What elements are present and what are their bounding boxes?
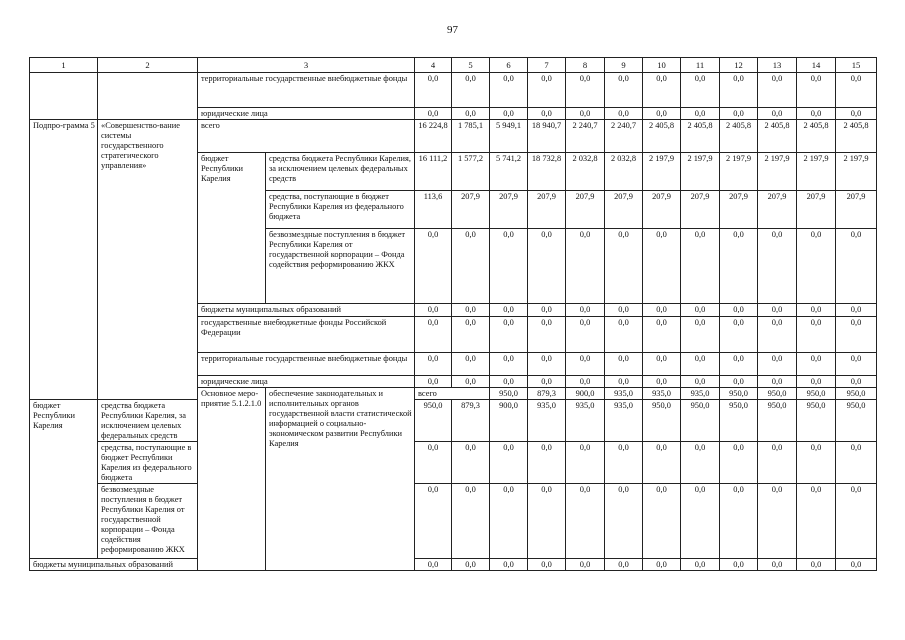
value-cell: 2 197,9 <box>758 153 797 191</box>
value-cell: 0,0 <box>643 317 681 353</box>
value-cell: 0,0 <box>490 229 528 304</box>
value-cell: 0,0 <box>681 353 720 376</box>
value-cell: 16 111,2 <box>415 153 452 191</box>
value-cell: 113,6 <box>415 191 452 229</box>
value-cell: 0,0 <box>681 559 720 571</box>
value-cell: 950,0 <box>720 400 758 442</box>
value-cell: 0,0 <box>720 73 758 108</box>
value-cell: 0,0 <box>490 484 528 559</box>
value-cell: 0,0 <box>490 442 528 484</box>
table-row <box>30 73 877 108</box>
value-cell: 0,0 <box>643 108 681 120</box>
value-cell: 207,9 <box>490 191 528 229</box>
value-cell: 0,0 <box>643 73 681 108</box>
value-cell: 0,0 <box>415 559 452 571</box>
value-cell: 2 405,8 <box>758 120 797 153</box>
value-cell: 0,0 <box>528 484 566 559</box>
value-cell: 935,0 <box>681 388 720 400</box>
value-cell: 0,0 <box>758 442 797 484</box>
value-cell: 0,0 <box>836 376 877 388</box>
value-cell: 0,0 <box>681 108 720 120</box>
header-cell: 1 <box>30 58 98 73</box>
value-cell: 2 405,8 <box>836 120 877 153</box>
financing-table <box>29 57 877 571</box>
value-cell: 950,0 <box>758 400 797 442</box>
value-cell: 2 197,9 <box>720 153 758 191</box>
value-cell: 0,0 <box>528 317 566 353</box>
value-cell: 0,0 <box>490 376 528 388</box>
header-cell: 10 <box>643 58 681 73</box>
value-cell: 0,0 <box>452 484 490 559</box>
value-cell: 900,0 <box>566 388 605 400</box>
value-cell: 0,0 <box>797 442 836 484</box>
empty-cell <box>98 73 198 120</box>
page-number: 97 <box>447 24 458 36</box>
row-label: всего <box>415 388 490 400</box>
value-cell: 5 949,1 <box>490 120 528 153</box>
row-label: территориальные государственные внебюджетные фонды <box>198 353 415 376</box>
value-cell: 935,0 <box>605 388 643 400</box>
value-cell: 0,0 <box>681 376 720 388</box>
value-cell: 0,0 <box>720 108 758 120</box>
value-cell: 0,0 <box>605 73 643 108</box>
value-cell: 0,0 <box>681 484 720 559</box>
value-cell: 0,0 <box>452 376 490 388</box>
value-cell: 0,0 <box>452 229 490 304</box>
value-cell: 0,0 <box>415 108 452 120</box>
value-cell: 950,0 <box>758 388 797 400</box>
value-cell: 879,3 <box>452 400 490 442</box>
value-cell: 207,9 <box>528 191 566 229</box>
value-cell: 0,0 <box>836 353 877 376</box>
value-cell: 0,0 <box>758 376 797 388</box>
value-cell: 0,0 <box>452 317 490 353</box>
value-cell: 0,0 <box>452 304 490 317</box>
value-cell: 0,0 <box>566 484 605 559</box>
value-cell: 0,0 <box>643 376 681 388</box>
value-cell: 0,0 <box>452 559 490 571</box>
value-cell: 0,0 <box>528 442 566 484</box>
value-cell: 2 032,8 <box>605 153 643 191</box>
header-cell: 15 <box>836 58 877 73</box>
value-cell: 0,0 <box>720 559 758 571</box>
value-cell: 0,0 <box>605 317 643 353</box>
row-label: средства бюджета Республики Карелия, за исключением целевых федеральных средств <box>266 153 415 191</box>
value-cell: 207,9 <box>681 191 720 229</box>
value-cell: 0,0 <box>720 484 758 559</box>
value-cell: 2 032,8 <box>566 153 605 191</box>
header-row <box>30 58 877 73</box>
row-label: средства, поступающие в бюджет Республики Карелия из федерального бюджета <box>98 442 198 484</box>
activity-code: Основное меро-приятие 5.1.2.1.0 <box>198 388 266 571</box>
value-cell: 0,0 <box>836 108 877 120</box>
header-cell: 8 <box>566 58 605 73</box>
value-cell: 0,0 <box>797 317 836 353</box>
value-cell: 0,0 <box>797 108 836 120</box>
program-name: «Совершенство-вание системы государственного стратегического управления» <box>98 120 198 400</box>
empty-cell <box>30 73 98 120</box>
value-cell: 0,0 <box>797 376 836 388</box>
value-cell: 2 197,9 <box>681 153 720 191</box>
value-cell: 0,0 <box>415 353 452 376</box>
header-cell: 3 <box>198 58 415 73</box>
value-cell: 0,0 <box>720 353 758 376</box>
value-cell: 0,0 <box>797 229 836 304</box>
table-row <box>30 400 877 442</box>
value-cell: 0,0 <box>797 559 836 571</box>
row-label: территориальные государственные внебюджетные фонды <box>198 73 415 108</box>
value-cell: 900,0 <box>490 400 528 442</box>
value-cell: 0,0 <box>566 229 605 304</box>
row-label: безвозмездные поступления в бюджет Республики Карелия от государственной корпорации – Фонда содействия реформированию ЖКХ <box>266 229 415 304</box>
value-cell: 879,3 <box>528 388 566 400</box>
value-cell: 0,0 <box>758 73 797 108</box>
value-cell: 2 240,7 <box>566 120 605 153</box>
value-cell: 0,0 <box>836 304 877 317</box>
value-cell: 950,0 <box>797 400 836 442</box>
value-cell: 0,0 <box>566 73 605 108</box>
value-cell: 0,0 <box>758 229 797 304</box>
value-cell: 0,0 <box>836 484 877 559</box>
header-cell: 12 <box>720 58 758 73</box>
value-cell: 0,0 <box>490 353 528 376</box>
table-row <box>30 484 877 559</box>
header-cell: 5 <box>452 58 490 73</box>
value-cell: 0,0 <box>528 108 566 120</box>
header-cell: 14 <box>797 58 836 73</box>
value-cell: 0,0 <box>758 304 797 317</box>
row-label: безвозмездные поступления в бюджет Республики Карелия от государственной корпорации – Фонда содействия реформированию ЖКХ <box>98 484 198 559</box>
value-cell: 0,0 <box>758 484 797 559</box>
header-cell: 11 <box>681 58 720 73</box>
value-cell: 2 405,8 <box>681 120 720 153</box>
header-cell: 2 <box>98 58 198 73</box>
value-cell: 935,0 <box>528 400 566 442</box>
value-cell: 0,0 <box>758 317 797 353</box>
value-cell: 0,0 <box>681 317 720 353</box>
value-cell: 0,0 <box>566 376 605 388</box>
row-label: юридические лица <box>198 376 415 388</box>
value-cell: 950,0 <box>836 400 877 442</box>
value-cell: 0,0 <box>415 304 452 317</box>
value-cell: 0,0 <box>415 442 452 484</box>
value-cell: 0,0 <box>605 559 643 571</box>
value-cell: 0,0 <box>415 73 452 108</box>
value-cell: 950,0 <box>836 388 877 400</box>
value-cell: 1 785,1 <box>452 120 490 153</box>
value-cell: 950,0 <box>490 388 528 400</box>
value-cell: 2 197,9 <box>836 153 877 191</box>
value-cell: 0,0 <box>643 442 681 484</box>
value-cell: 0,0 <box>415 376 452 388</box>
value-cell: 0,0 <box>605 304 643 317</box>
row-label: юридические лица <box>198 108 415 120</box>
row-label: всего <box>198 120 415 153</box>
header-cell: 4 <box>415 58 452 73</box>
value-cell: 0,0 <box>528 353 566 376</box>
row-label: средства, поступающие в бюджет Республики Карелия из федерального бюджета <box>266 191 415 229</box>
value-cell: 18 940,7 <box>528 120 566 153</box>
row-label: государственные внебюджетные фонды Российской Федерации <box>198 317 415 353</box>
value-cell: 0,0 <box>643 353 681 376</box>
value-cell: 0,0 <box>643 559 681 571</box>
program-code: Подпро-грамма 5 <box>30 120 98 400</box>
value-cell: 0,0 <box>452 353 490 376</box>
value-cell: 2 197,9 <box>643 153 681 191</box>
value-cell: 0,0 <box>566 304 605 317</box>
value-cell: 0,0 <box>490 108 528 120</box>
value-cell: 0,0 <box>720 304 758 317</box>
value-cell: 2 197,9 <box>797 153 836 191</box>
value-cell: 935,0 <box>643 388 681 400</box>
value-cell: 2 240,7 <box>605 120 643 153</box>
value-cell: 0,0 <box>605 376 643 388</box>
value-cell: 0,0 <box>605 108 643 120</box>
value-cell: 1 577,2 <box>452 153 490 191</box>
value-cell: 16 224,8 <box>415 120 452 153</box>
value-cell: 935,0 <box>605 400 643 442</box>
value-cell: 0,0 <box>415 317 452 353</box>
table-row <box>30 559 877 571</box>
value-cell: 0,0 <box>758 108 797 120</box>
value-cell: 0,0 <box>643 484 681 559</box>
value-cell: 0,0 <box>643 304 681 317</box>
value-cell: 0,0 <box>528 73 566 108</box>
value-cell: 207,9 <box>643 191 681 229</box>
value-cell: 0,0 <box>415 484 452 559</box>
value-cell: 207,9 <box>720 191 758 229</box>
value-cell: 0,0 <box>836 317 877 353</box>
header-cell: 9 <box>605 58 643 73</box>
value-cell: 950,0 <box>681 400 720 442</box>
value-cell: 18 732,8 <box>528 153 566 191</box>
value-cell: 207,9 <box>758 191 797 229</box>
value-cell: 207,9 <box>836 191 877 229</box>
value-cell: 0,0 <box>797 304 836 317</box>
value-cell: 950,0 <box>643 400 681 442</box>
value-cell: 0,0 <box>605 484 643 559</box>
value-cell: 0,0 <box>797 353 836 376</box>
value-cell: 0,0 <box>758 353 797 376</box>
value-cell: 0,0 <box>797 73 836 108</box>
row-label: бюджеты муниципальных образований <box>30 559 198 571</box>
value-cell: 0,0 <box>566 442 605 484</box>
value-cell: 0,0 <box>528 304 566 317</box>
value-cell: 0,0 <box>528 376 566 388</box>
value-cell: 0,0 <box>452 73 490 108</box>
value-cell: 2 405,8 <box>643 120 681 153</box>
value-cell: 0,0 <box>720 317 758 353</box>
activity-name: обеспечение законодательных и исполнительных органов государственной власти статистической информацией о социально-экономическом развитии Республики Карелия <box>266 388 415 571</box>
value-cell: 0,0 <box>452 108 490 120</box>
value-cell: 0,0 <box>566 353 605 376</box>
value-cell: 0,0 <box>490 317 528 353</box>
value-cell: 0,0 <box>490 73 528 108</box>
value-cell: 0,0 <box>566 559 605 571</box>
value-cell: 5 741,2 <box>490 153 528 191</box>
row-label: бюджеты муниципальных образований <box>198 304 415 317</box>
value-cell: 0,0 <box>681 73 720 108</box>
value-cell: 2 405,8 <box>797 120 836 153</box>
value-cell: 0,0 <box>643 229 681 304</box>
value-cell: 0,0 <box>490 559 528 571</box>
value-cell: 0,0 <box>681 304 720 317</box>
value-cell: 0,0 <box>797 484 836 559</box>
value-cell: 0,0 <box>490 304 528 317</box>
row-label: средства бюджета Республики Карелия, за исключением целевых федеральных средств <box>98 400 198 442</box>
header-cell: 13 <box>758 58 797 73</box>
value-cell: 0,0 <box>566 108 605 120</box>
header-cell: 7 <box>528 58 566 73</box>
header-cell: 6 <box>490 58 528 73</box>
value-cell: 0,0 <box>681 229 720 304</box>
budget-label: бюджет Республики Карелия <box>198 153 266 304</box>
value-cell: 0,0 <box>720 376 758 388</box>
value-cell: 2 405,8 <box>720 120 758 153</box>
value-cell: 950,0 <box>720 388 758 400</box>
value-cell: 0,0 <box>836 229 877 304</box>
value-cell: 0,0 <box>605 442 643 484</box>
value-cell: 0,0 <box>605 353 643 376</box>
value-cell: 935,0 <box>566 400 605 442</box>
value-cell: 0,0 <box>836 73 877 108</box>
value-cell: 950,0 <box>415 400 452 442</box>
value-cell: 0,0 <box>566 317 605 353</box>
value-cell: 0,0 <box>720 442 758 484</box>
table-row <box>30 120 877 153</box>
value-cell: 207,9 <box>452 191 490 229</box>
value-cell: 0,0 <box>758 559 797 571</box>
value-cell: 0,0 <box>528 559 566 571</box>
value-cell: 0,0 <box>720 229 758 304</box>
budget-label: бюджет Республики Карелия <box>30 400 98 559</box>
value-cell: 0,0 <box>452 442 490 484</box>
value-cell: 950,0 <box>797 388 836 400</box>
value-cell: 0,0 <box>836 559 877 571</box>
value-cell: 207,9 <box>605 191 643 229</box>
value-cell: 207,9 <box>797 191 836 229</box>
value-cell: 207,9 <box>566 191 605 229</box>
value-cell: 0,0 <box>415 229 452 304</box>
value-cell: 0,0 <box>681 442 720 484</box>
value-cell: 0,0 <box>836 442 877 484</box>
value-cell: 0,0 <box>528 229 566 304</box>
value-cell: 0,0 <box>605 229 643 304</box>
table-row <box>30 442 877 484</box>
